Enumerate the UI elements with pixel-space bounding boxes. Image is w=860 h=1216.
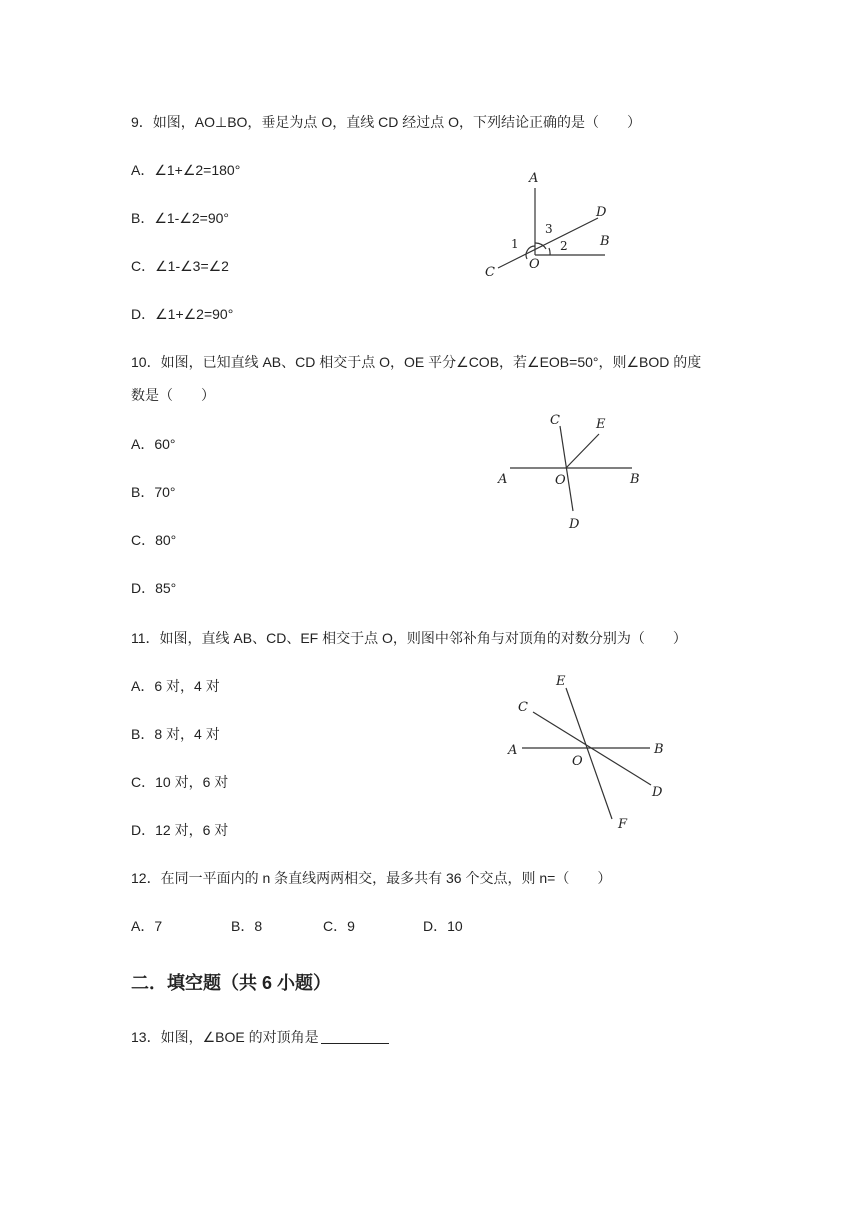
question-12-stem: 12．在同一平面内的 n 条直线两两相交，最多共有 36 个交点，则 n=（ ） — [131, 870, 612, 886]
question-13 — [131, 1027, 389, 1047]
q9-label-o: O — [529, 257, 540, 272]
question-9-stem: 9．如图，AO⊥BO，垂足为点 O，直线 CD 经过点 O，下列结论正确的是（ ） — [131, 114, 641, 130]
q11-figure — [500, 672, 680, 837]
q11-option-c: C．10 对，6 对 — [131, 774, 229, 790]
q9-option-b: B．∠1-∠2=90° — [131, 210, 230, 226]
q10-label-e: E — [596, 417, 606, 432]
q9-option-d: D．∠1+∠2=90° — [131, 306, 234, 322]
question-11-stem: 11．如图，直线 AB、CD、EF 相交于点 O，则图中邻补角与对顶角的对数分别为（ ） — [131, 630, 687, 646]
q10-figure — [495, 408, 645, 538]
q10-label-o: O — [555, 473, 566, 488]
q9-figure — [480, 160, 620, 285]
q9-label-a: A — [529, 171, 539, 186]
q12-option-b: B．8 — [231, 918, 263, 934]
q10-label-a: A — [498, 472, 508, 487]
q9-angle-2: 2 — [560, 239, 568, 253]
q11-label-a: A — [508, 743, 518, 758]
q12-option-a: A．7 — [131, 918, 163, 934]
q9-option-c: C．∠1-∠3=∠2 — [131, 258, 229, 274]
q11-label-d: D — [652, 785, 663, 800]
q9-angle-3: 3 — [545, 222, 553, 236]
q10-option-c: C．80° — [131, 532, 177, 548]
q11-label-o: O — [572, 754, 583, 769]
q10-label-d: D — [569, 517, 580, 532]
q9-angle-arc-2 — [549, 248, 550, 255]
q10-ray-oe — [566, 434, 599, 468]
q10-option-a: A．60° — [131, 436, 176, 452]
q9-label-b: B — [600, 234, 610, 249]
q10-option-d: D．85° — [131, 580, 177, 596]
q11-option-a: A．6 对，4 对 — [131, 678, 220, 694]
q11-option-b: B．8 对，4 对 — [131, 726, 220, 742]
question-10-stem-line1: 10．如图，已知直线 AB、CD 相交于点 O，OE 平分∠COB，若∠EOB=50°，则∠BOD 的度 — [131, 354, 702, 370]
q9-angle-1: 1 — [511, 237, 519, 251]
q10-label-b: B — [630, 472, 640, 487]
q11-label-e: E — [556, 674, 566, 689]
q12-options — [131, 916, 463, 936]
q12-option-d: D．10 — [423, 918, 463, 934]
section-fill-in-blank-title: 二．填空题（共 6 小题） — [131, 973, 332, 993]
q10-label-c: C — [550, 413, 560, 428]
question-10-stem-line2: 数是（ ） — [131, 387, 215, 403]
q11-label-f: F — [618, 817, 628, 832]
q11-option-d: D．12 对，6 对 — [131, 822, 229, 838]
q10-option-b: B．70° — [131, 484, 176, 500]
q12-option-c: C．9 — [323, 918, 355, 934]
q9-label-d: D — [596, 205, 607, 220]
q9-label-c: C — [485, 265, 495, 280]
q13-answer-blank — [321, 1029, 389, 1044]
q9-option-a: A．∠1+∠2=180° — [131, 162, 241, 178]
q11-label-c: C — [518, 700, 528, 715]
question-13-stem: 13．如图，∠BOE 的对顶角是 — [131, 1029, 319, 1045]
q11-label-b: B — [654, 742, 664, 757]
